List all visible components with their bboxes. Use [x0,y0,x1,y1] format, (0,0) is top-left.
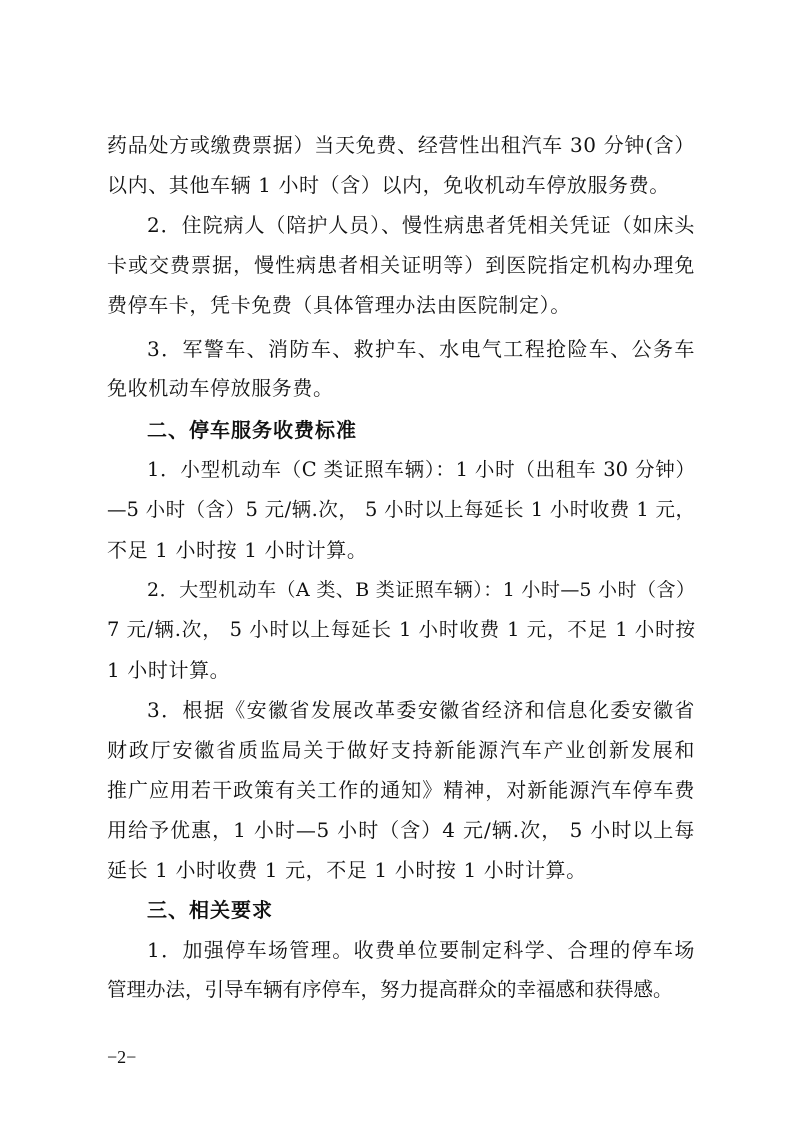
section-heading: 二、停车服务收费标准 [147,418,357,442]
paragraph-line: 用给予优惠，1 小时—5 小时（含）4 元/辆.次， 5 小时以上每 [107,818,695,842]
paragraph-line: 管理办法，引导车辆有序停车，努力提高群众的幸福感和获得感。 [107,978,673,1001]
paragraph-line: 1．小型机动车（C 类证照车辆）：1 小时（出租车 30 分钟） [147,458,695,481]
paragraph-line: 2．住院病人（陪护人员）、慢性病患者凭相关凭证（如床头 [147,213,695,237]
paragraph-line: 2．大型机动车（A 类、B 类证照车辆）：1 小时—5 小时（含） [147,579,695,601]
paragraph-line: 不足 1 小时按 1 小时计算。 [107,538,368,562]
paragraph-line: 3．根据《安徽省发展改革委安徽省经济和信息化委安徽省 [147,698,695,722]
section-heading: 三、相关要求 [147,898,273,922]
paragraph-line: 推广应用若干政策有关工作的通知》精神，对新能源汽车停车费 [107,778,695,802]
paragraph-line: 1 小时计算。 [107,658,231,682]
paragraph-line: —5 小时（含）5 元/辆.次， 5 小时以上每延长 1 小时收费 1 元， [107,498,695,521]
paragraph-line: 1．加强停车场管理。收费单位要制定科学、合理的停车场 [147,938,695,962]
paragraph-line: 费停车卡，凭卡免费（具体管理办法由医院制定）。 [107,293,571,317]
paragraph-line: 以内、其他车辆 1 小时（含）以内，免收机动车停放服务费。 [107,173,670,197]
paragraph-line: 财政厅安徽省质监局关于做好支持新能源汽车产业创新发展和 [107,738,695,762]
paragraph-line: 3．军警车、消防车、救护车、水电气工程抢险车、公务车 [147,337,695,361]
paragraph-line: 免收机动车停放服务费。 [107,376,334,400]
paragraph-line: 卡或交费票据，慢性病患者相关证明等）到医院指定机构办理免 [107,253,695,277]
paragraph-line: 7 元/辆.次， 5 小时以上每延长 1 小时收费 1 元，不足 1 小时按 [107,618,695,641]
page-number: −2− [107,1047,137,1067]
paragraph-line: 延长 1 小时收费 1 元，不足 1 小时按 1 小时计算。 [107,858,587,882]
paragraph-line: 药品处方或缴费票据）当天免费、经营性出租汽车 30 分钟(含） [107,133,695,157]
